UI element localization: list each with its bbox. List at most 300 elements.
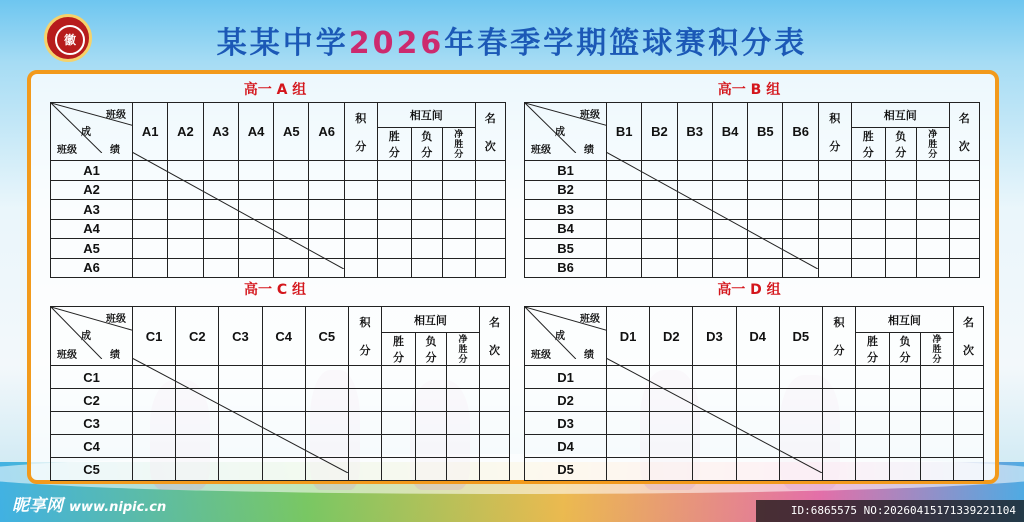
score-cell[interactable] xyxy=(176,435,219,458)
score-cell[interactable] xyxy=(677,219,712,239)
score-cell[interactable] xyxy=(885,180,916,200)
score-cell[interactable] xyxy=(736,412,779,435)
team-row xyxy=(51,458,510,481)
score-cell[interactable] xyxy=(475,239,505,259)
score-cell[interactable] xyxy=(262,412,305,435)
score-cell[interactable] xyxy=(168,200,203,220)
score-cell[interactable] xyxy=(748,219,783,239)
score-cell[interactable] xyxy=(411,219,442,239)
score-cell[interactable] xyxy=(176,412,219,435)
team-row xyxy=(525,258,980,278)
score-cell[interactable] xyxy=(736,435,779,458)
score-cell[interactable] xyxy=(238,161,273,181)
score-cell[interactable] xyxy=(344,180,377,200)
score-cell[interactable] xyxy=(133,258,168,278)
score-cell[interactable] xyxy=(262,458,305,481)
team-row xyxy=(525,412,984,435)
score-cell[interactable] xyxy=(650,366,693,389)
score-cell[interactable] xyxy=(133,435,176,458)
net-points-header xyxy=(442,128,475,161)
score-cell[interactable] xyxy=(377,219,411,239)
score-cell[interactable] xyxy=(411,258,442,278)
score-cell[interactable] xyxy=(411,200,442,220)
score-cell[interactable] xyxy=(203,219,238,239)
win-points-header xyxy=(377,128,411,161)
score-cell[interactable] xyxy=(736,458,779,481)
score-cell[interactable] xyxy=(736,389,779,412)
score-cell[interactable] xyxy=(442,258,475,278)
group-title: 高一 A 组 xyxy=(243,82,307,98)
mutual-header: 相互间 xyxy=(851,103,949,128)
score-cell[interactable] xyxy=(377,180,411,200)
score-cell[interactable] xyxy=(677,239,712,259)
loss-points-header xyxy=(889,333,920,366)
score-cell[interactable] xyxy=(818,219,851,239)
score-cell[interactable] xyxy=(344,200,377,220)
score-cell[interactable] xyxy=(133,200,168,220)
score-cell[interactable] xyxy=(650,458,693,481)
team-column-header: B1 xyxy=(607,103,642,161)
score-cell[interactable] xyxy=(650,389,693,412)
score-cell[interactable] xyxy=(822,435,855,458)
team-row-header: D5 xyxy=(525,458,607,481)
score-cell[interactable] xyxy=(381,389,415,412)
score-cell[interactable] xyxy=(712,200,747,220)
net-label-2: 胜 xyxy=(458,344,468,354)
team-column-header: D1 xyxy=(607,307,650,366)
score-cell[interactable] xyxy=(411,161,442,181)
score-cell[interactable] xyxy=(203,200,238,220)
score-cell[interactable] xyxy=(693,412,736,435)
score-cell[interactable] xyxy=(168,161,203,181)
score-cell[interactable] xyxy=(607,435,650,458)
score-cell[interactable] xyxy=(607,389,650,412)
score-cell[interactable] xyxy=(953,389,983,412)
score-cell[interactable] xyxy=(475,200,505,220)
score-cell[interactable] xyxy=(818,239,851,259)
score-cell[interactable] xyxy=(953,458,983,481)
team-row-header: B1 xyxy=(525,161,607,181)
score-cell[interactable] xyxy=(779,366,822,389)
score-cell[interactable] xyxy=(855,412,889,435)
score-cell[interactable] xyxy=(381,366,415,389)
score-cell[interactable] xyxy=(953,435,983,458)
score-cell[interactable] xyxy=(305,412,348,435)
score-cell[interactable] xyxy=(133,366,176,389)
logo-emblem: 徽 xyxy=(55,25,85,55)
corner-label-class-bottom: 班级 xyxy=(57,145,77,156)
score-cell[interactable] xyxy=(916,200,949,220)
score-cell[interactable] xyxy=(885,200,916,220)
score-cell[interactable] xyxy=(885,161,916,181)
score-cell[interactable] xyxy=(783,239,818,259)
score-cell[interactable] xyxy=(920,366,953,389)
team-column-header: D3 xyxy=(693,307,736,366)
rank-label-2: 次 xyxy=(958,140,970,153)
score-cell[interactable] xyxy=(855,389,889,412)
score-cell[interactable] xyxy=(262,366,305,389)
net-label-1: 净 xyxy=(928,129,938,139)
score-cell[interactable] xyxy=(920,389,953,412)
score-cell[interactable] xyxy=(712,258,747,278)
score-cell[interactable] xyxy=(348,458,381,481)
score-cell[interactable] xyxy=(305,389,348,412)
score-cell[interactable] xyxy=(851,161,885,181)
score-cell[interactable] xyxy=(920,412,953,435)
score-cell[interactable] xyxy=(822,458,855,481)
score-cell[interactable] xyxy=(274,200,309,220)
score-cell[interactable] xyxy=(779,435,822,458)
corner-label-score: 成 xyxy=(81,331,91,342)
score-cell[interactable] xyxy=(381,458,415,481)
rank-label-1: 名 xyxy=(962,317,974,329)
score-cell[interactable] xyxy=(274,239,309,259)
score-cell[interactable] xyxy=(305,435,348,458)
score-cell[interactable] xyxy=(885,219,916,239)
score-cell[interactable] xyxy=(219,412,262,435)
score-cell[interactable] xyxy=(949,180,979,200)
score-cell[interactable] xyxy=(344,219,377,239)
team-column-header: B3 xyxy=(677,103,712,161)
score-cell[interactable] xyxy=(446,435,479,458)
score-cell[interactable] xyxy=(607,258,642,278)
score-cell[interactable] xyxy=(344,161,377,181)
score-cell[interactable] xyxy=(274,258,309,278)
score-cell[interactable] xyxy=(446,412,479,435)
net-points-header xyxy=(446,333,479,366)
score-cell[interactable] xyxy=(446,458,479,481)
score-cell[interactable] xyxy=(607,366,650,389)
score-cell[interactable] xyxy=(693,435,736,458)
team-row xyxy=(525,161,980,181)
score-cell[interactable] xyxy=(411,180,442,200)
score-cell[interactable] xyxy=(446,366,479,389)
points-label-2: 分 xyxy=(359,345,371,357)
score-cell[interactable] xyxy=(219,389,262,412)
score-cell[interactable] xyxy=(693,458,736,481)
score-cell[interactable] xyxy=(748,200,783,220)
corner-label-result: 绩 xyxy=(110,350,120,361)
score-cell[interactable] xyxy=(677,258,712,278)
team-row-header: B4 xyxy=(525,219,607,239)
corner-label-result: 绩 xyxy=(110,145,120,156)
score-cell[interactable] xyxy=(920,435,953,458)
score-cell[interactable] xyxy=(475,258,505,278)
score-cell[interactable] xyxy=(219,435,262,458)
score-cell[interactable] xyxy=(607,458,650,481)
score-cell[interactable] xyxy=(475,180,505,200)
watermark-url: www.nipic.cn xyxy=(69,500,167,515)
score-cell[interactable] xyxy=(949,200,979,220)
score-cell[interactable] xyxy=(219,458,262,481)
score-cell[interactable] xyxy=(949,161,979,181)
score-cell[interactable] xyxy=(851,219,885,239)
score-cell[interactable] xyxy=(203,258,238,278)
score-cell[interactable] xyxy=(783,200,818,220)
score-cell[interactable] xyxy=(348,389,381,412)
score-cell[interactable] xyxy=(677,180,712,200)
team-row xyxy=(525,458,984,481)
score-cell[interactable] xyxy=(377,239,411,259)
score-cell[interactable] xyxy=(916,219,949,239)
score-cell[interactable] xyxy=(712,180,747,200)
score-cell[interactable] xyxy=(677,200,712,220)
score-cell[interactable] xyxy=(479,389,509,412)
team-column-header: A2 xyxy=(168,103,203,161)
score-cell[interactable] xyxy=(885,258,916,278)
score-cell[interactable] xyxy=(262,389,305,412)
score-cell[interactable] xyxy=(642,161,677,181)
score-cell[interactable] xyxy=(889,412,920,435)
score-cell[interactable] xyxy=(712,239,747,259)
score-cell[interactable] xyxy=(920,458,953,481)
score-cell[interactable] xyxy=(348,412,381,435)
score-cell[interactable] xyxy=(238,200,273,220)
score-cell[interactable] xyxy=(916,239,949,259)
score-cell[interactable] xyxy=(442,200,475,220)
team-row-header: C4 xyxy=(51,435,133,458)
score-cell[interactable] xyxy=(818,180,851,200)
win-label: 胜 xyxy=(392,336,404,348)
score-cell[interactable] xyxy=(377,258,411,278)
team-row xyxy=(525,389,984,412)
rank-label-2: 次 xyxy=(488,345,500,357)
score-cell[interactable] xyxy=(133,161,168,181)
score-cell[interactable] xyxy=(203,161,238,181)
score-cell[interactable] xyxy=(818,200,851,220)
points-label-2: 分 xyxy=(829,140,841,153)
score-cell[interactable] xyxy=(133,458,176,481)
team-row xyxy=(525,200,980,220)
score-cell[interactable] xyxy=(238,239,273,259)
corner-label-class-bottom: 班级 xyxy=(531,145,551,156)
score-cell[interactable] xyxy=(133,389,176,412)
score-cell[interactable] xyxy=(748,180,783,200)
team-row-header: D3 xyxy=(525,412,607,435)
score-cell[interactable] xyxy=(677,161,712,181)
score-cell[interactable] xyxy=(779,458,822,481)
score-cell[interactable] xyxy=(783,258,818,278)
score-cell[interactable] xyxy=(219,366,262,389)
score-cell[interactable] xyxy=(818,161,851,181)
score-cell[interactable] xyxy=(783,180,818,200)
score-cell[interactable] xyxy=(415,435,446,458)
score-cell[interactable] xyxy=(855,366,889,389)
team-row-header: D2 xyxy=(525,389,607,412)
score-cell[interactable] xyxy=(851,180,885,200)
score-cell[interactable] xyxy=(693,389,736,412)
score-cell[interactable] xyxy=(642,180,677,200)
score-cell[interactable] xyxy=(446,389,479,412)
score-cell[interactable] xyxy=(748,239,783,259)
score-cell[interactable] xyxy=(344,239,377,259)
points-label-2: 分 xyxy=(833,345,845,357)
score-cell[interactable] xyxy=(916,258,949,278)
score-cell[interactable] xyxy=(479,412,509,435)
group-table xyxy=(50,102,506,278)
score-cell[interactable] xyxy=(309,239,344,259)
score-cell[interactable] xyxy=(818,258,851,278)
score-cell[interactable] xyxy=(442,161,475,181)
score-cell[interactable] xyxy=(650,435,693,458)
score-cell[interactable] xyxy=(712,161,747,181)
score-cell[interactable] xyxy=(133,239,168,259)
team-column-header: A1 xyxy=(133,103,168,161)
score-cell[interactable] xyxy=(274,219,309,239)
score-cell[interactable] xyxy=(176,389,219,412)
score-cell[interactable] xyxy=(344,258,377,278)
score-cell[interactable] xyxy=(442,219,475,239)
score-cell[interactable] xyxy=(783,161,818,181)
score-cell[interactable] xyxy=(949,258,979,278)
score-cell[interactable] xyxy=(607,200,642,220)
score-cell[interactable] xyxy=(642,258,677,278)
score-cell[interactable] xyxy=(176,458,219,481)
score-cell[interactable] xyxy=(168,239,203,259)
score-cell[interactable] xyxy=(238,258,273,278)
score-cell[interactable] xyxy=(607,180,642,200)
team-row xyxy=(51,389,510,412)
score-cell[interactable] xyxy=(475,219,505,239)
corner-label-class-top: 班级 xyxy=(580,314,600,325)
score-cell[interactable] xyxy=(168,180,203,200)
score-cell[interactable] xyxy=(607,239,642,259)
score-cell[interactable] xyxy=(822,412,855,435)
score-cell[interactable] xyxy=(168,258,203,278)
score-cell[interactable] xyxy=(889,366,920,389)
score-cell[interactable] xyxy=(442,239,475,259)
score-cell[interactable] xyxy=(889,389,920,412)
score-cell[interactable] xyxy=(348,366,381,389)
score-cell[interactable] xyxy=(916,180,949,200)
score-cell[interactable] xyxy=(133,180,168,200)
score-cell[interactable] xyxy=(238,180,273,200)
group-title: 高一 B 组 xyxy=(717,82,781,98)
corner-label-class-bottom: 班级 xyxy=(57,350,77,361)
score-cell[interactable] xyxy=(415,389,446,412)
score-cell[interactable] xyxy=(203,180,238,200)
corner-header-cell xyxy=(525,103,607,161)
score-cell[interactable] xyxy=(415,458,446,481)
rank-label-2: 次 xyxy=(962,345,974,357)
score-cell[interactable] xyxy=(949,219,979,239)
score-cell[interactable] xyxy=(377,200,411,220)
score-cell[interactable] xyxy=(415,412,446,435)
score-cell[interactable] xyxy=(133,412,176,435)
score-cell[interactable] xyxy=(712,219,747,239)
points-label-1: 积 xyxy=(829,112,841,125)
score-cell[interactable] xyxy=(851,239,885,259)
score-cell[interactable] xyxy=(479,435,509,458)
net-label-1: 净 xyxy=(932,334,942,344)
score-cell[interactable] xyxy=(381,435,415,458)
mutual-header: 相互间 xyxy=(377,103,475,128)
score-cell[interactable] xyxy=(748,161,783,181)
rank-header xyxy=(953,307,983,366)
score-cell[interactable] xyxy=(607,412,650,435)
loss-unit: 分 xyxy=(899,352,911,364)
score-cell[interactable] xyxy=(479,366,509,389)
score-cell[interactable] xyxy=(377,161,411,181)
score-cell[interactable] xyxy=(650,412,693,435)
score-cell[interactable] xyxy=(889,458,920,481)
score-cell[interactable] xyxy=(415,366,446,389)
score-cell[interactable] xyxy=(348,435,381,458)
rank-header xyxy=(475,103,505,161)
score-cell[interactable] xyxy=(851,200,885,220)
score-cell[interactable] xyxy=(168,219,203,239)
score-cell[interactable] xyxy=(176,366,219,389)
loss-unit: 分 xyxy=(425,352,437,364)
corner-header-cell xyxy=(525,307,607,366)
score-cell[interactable] xyxy=(133,219,168,239)
score-cell[interactable] xyxy=(305,458,348,481)
score-cell[interactable] xyxy=(885,239,916,259)
score-cell[interactable] xyxy=(642,239,677,259)
score-cell[interactable] xyxy=(309,200,344,220)
team-column-header: C3 xyxy=(219,307,262,366)
score-cell[interactable] xyxy=(855,458,889,481)
team-column-header: D4 xyxy=(736,307,779,366)
team-row xyxy=(525,239,980,259)
score-cell[interactable] xyxy=(889,435,920,458)
score-cell[interactable] xyxy=(822,389,855,412)
score-cell[interactable] xyxy=(309,219,344,239)
score-cell[interactable] xyxy=(442,180,475,200)
score-cell[interactable] xyxy=(274,180,309,200)
score-cell[interactable] xyxy=(309,180,344,200)
win-label: 胜 xyxy=(866,336,878,348)
score-cell[interactable] xyxy=(238,219,273,239)
score-cell[interactable] xyxy=(949,239,979,259)
score-cell[interactable] xyxy=(822,366,855,389)
win-unit: 分 xyxy=(862,147,874,159)
team-row-header: A2 xyxy=(51,180,133,200)
score-cell[interactable] xyxy=(693,366,736,389)
score-cell[interactable] xyxy=(783,219,818,239)
score-cell[interactable] xyxy=(748,258,783,278)
score-cell[interactable] xyxy=(309,258,344,278)
score-cell[interactable] xyxy=(305,366,348,389)
score-cell[interactable] xyxy=(309,161,344,181)
score-cell[interactable] xyxy=(274,161,309,181)
score-cell[interactable] xyxy=(916,161,949,181)
score-cell[interactable] xyxy=(779,389,822,412)
score-cell[interactable] xyxy=(779,412,822,435)
score-cell[interactable] xyxy=(855,435,889,458)
score-cell[interactable] xyxy=(381,412,415,435)
score-cell[interactable] xyxy=(642,200,677,220)
rank-label-1: 名 xyxy=(484,112,496,125)
loss-unit: 分 xyxy=(421,147,433,159)
score-cell[interactable] xyxy=(851,258,885,278)
team-row xyxy=(525,366,984,389)
score-cell[interactable] xyxy=(479,458,509,481)
score-cell[interactable] xyxy=(262,435,305,458)
win-unit: 分 xyxy=(392,352,404,364)
score-cell[interactable] xyxy=(475,161,505,181)
score-cell[interactable] xyxy=(411,239,442,259)
score-cell[interactable] xyxy=(607,161,642,181)
score-cell[interactable] xyxy=(203,239,238,259)
score-cell[interactable] xyxy=(642,219,677,239)
points-header xyxy=(822,307,855,366)
score-cell[interactable] xyxy=(953,366,983,389)
score-cell[interactable] xyxy=(953,412,983,435)
score-cell[interactable] xyxy=(736,366,779,389)
score-cell[interactable] xyxy=(607,219,642,239)
team-row-header: A5 xyxy=(51,239,133,259)
